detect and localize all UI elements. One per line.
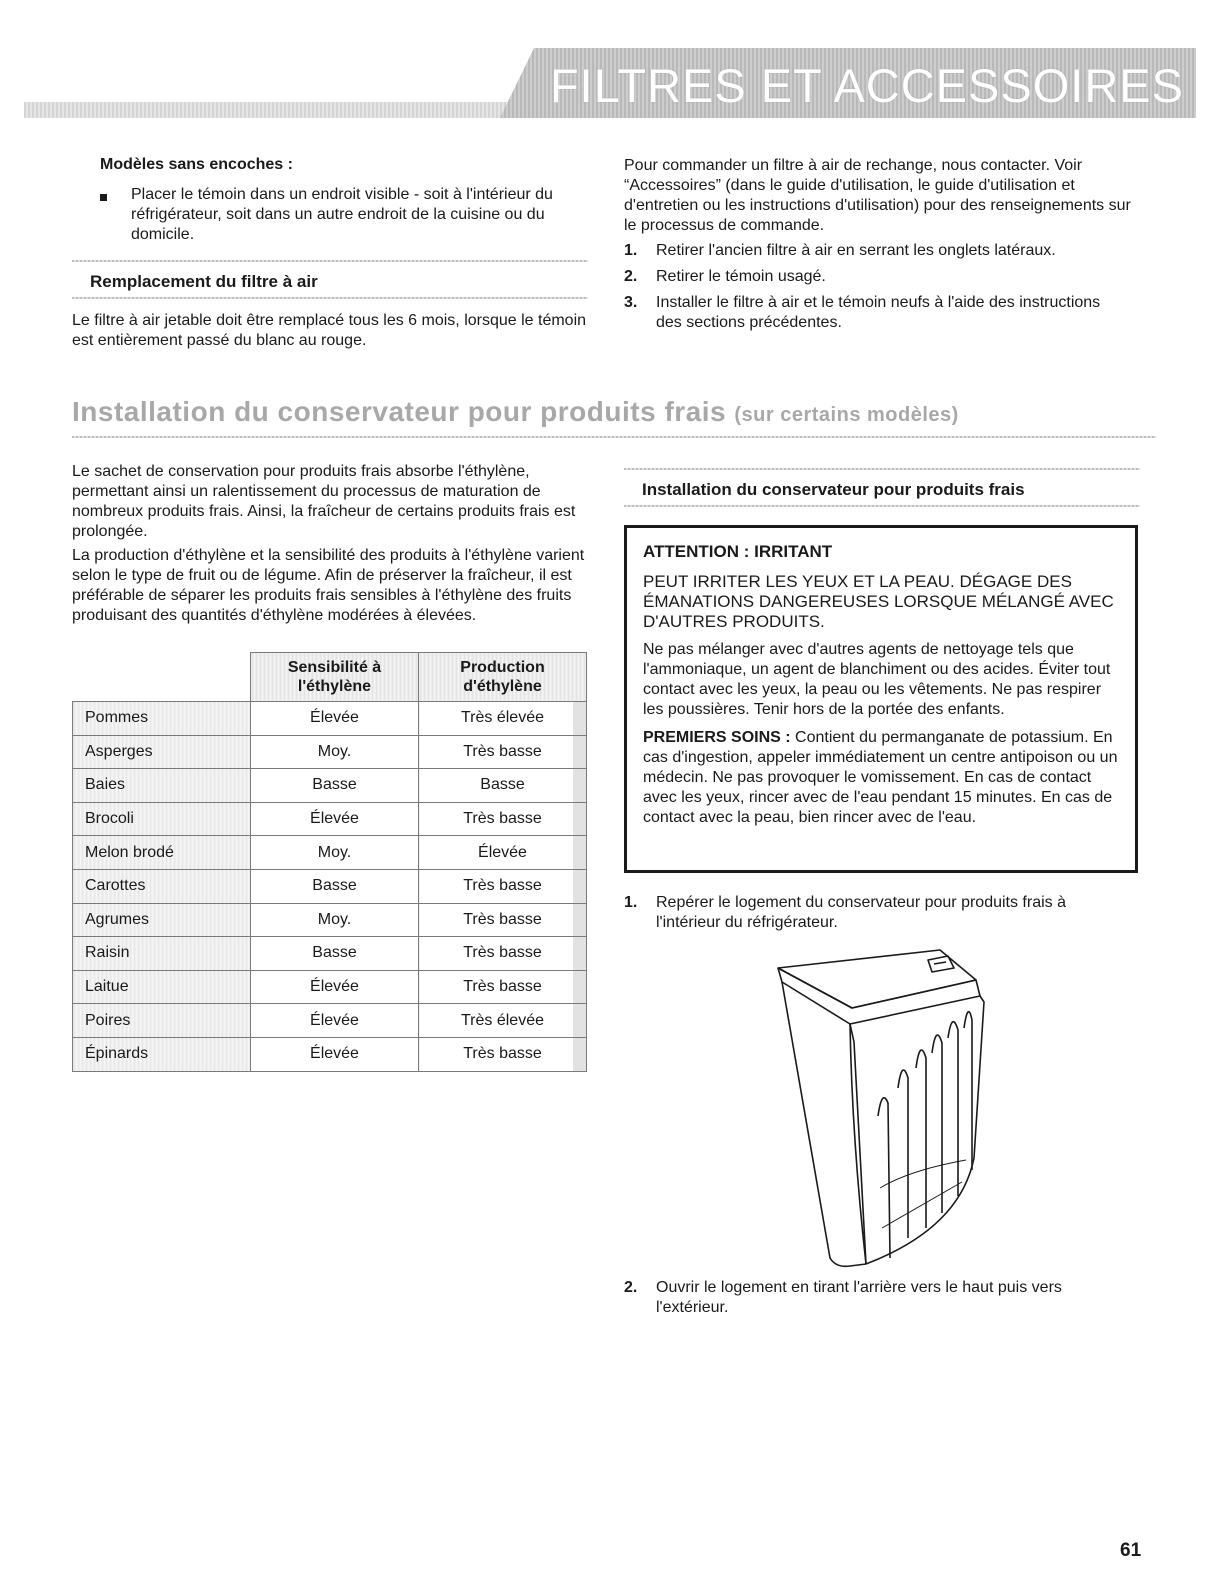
warning-box	[624, 525, 1138, 873]
install-step-1	[624, 893, 1124, 939]
section-divider	[72, 436, 1156, 438]
page-number: 61	[1120, 1540, 1142, 1561]
table-row: Baies Basse Basse	[73, 769, 587, 803]
list-item: 2. Ouvrir le logement en tirant l'arrière vers le haut puis vers l'extérieur.	[624, 1279, 1062, 1316]
table-row: Laitue Élevée Très basse	[73, 970, 587, 1004]
install-step-2	[624, 1278, 1124, 1324]
divider	[624, 505, 1140, 507]
models-heading: Modèles sans encoches :	[100, 156, 293, 173]
table-row: Carottes Basse Très basse	[73, 869, 587, 903]
ethylene-paragraph: La production d'éthylène et la sensibilité des produits à l'éthylène varient selon le type de fruit ou de légume. Afin de préserver la fraîcheur, il est préférable de séparer les produits frais sensibles à l'éthylène des fruits produisant des quantités d'éthylène modérées à élevées.	[72, 547, 585, 624]
warning-title: ATTENTION : IRRITANT	[643, 542, 833, 561]
divider	[624, 468, 1140, 470]
bullet-square-icon	[100, 194, 107, 201]
column-header: Production d'éthylène	[419, 653, 587, 702]
first-aid-text: PREMIERS SOINS : Contient du permanganate de potassium. En cas d'ingestion, appeler immédiatement un centre antipoison ou un médecin. Ne pas provoquer le vomissement. En cas de contact avec les yeux, rincer avec de l'eau pendant 15 minutes. En cas de contact avec la peau, bien rincer avec de l'eau.	[643, 729, 1118, 826]
table-row: Raisin Basse Très basse	[73, 937, 587, 971]
table-row: Pommes Élevée Très élevée	[73, 702, 587, 736]
replacement-heading: Remplacement du filtre à air	[90, 272, 318, 291]
table-row: Melon brodé Moy. Élevée	[73, 836, 587, 870]
table-corner	[73, 653, 251, 702]
divider	[72, 260, 588, 262]
list-item: 2. Retirer le témoin usagé.	[624, 268, 826, 285]
table-row: Agrumes Moy. Très basse	[73, 903, 587, 937]
warning-text: Ne pas mélanger avec d'autres agents de nettoyage tels que l'ammoniaque, un agent de blanchiment ou des acides. Éviter tout contact avec les yeux, la peau ou les vêtements. Ne pas respirer les poussières. Tenir hors de la portée des enfants.	[643, 641, 1111, 718]
ethylene-table	[72, 652, 587, 1072]
produce-preserver-illustration	[770, 938, 1010, 1278]
list-item: 3. Installer le filtre à air et le témoin neufs à l'aide des instructions des sections précédentes.	[624, 294, 1101, 331]
table-row: Poires Élevée Très élevée	[73, 1004, 587, 1038]
filter-steps	[624, 241, 1124, 339]
replacement-text: Le filtre à air jetable doit être remplacé tous les 6 mois, lorsque le témoin est entièrement passé du blanc au rouge.	[72, 312, 587, 349]
page-header-title: FILTRES ET ACCESSOIRES	[549, 59, 1184, 112]
intro-paragraph: Le sachet de conservation pour produits frais absorbe l'éthylène, permettant ainsi un ralentissement du processus de maturation de nombreux produits frais. Ainsi, la fraîcheur de certains produits frais est prolongée.	[72, 463, 576, 540]
table-row: Épinards Élevée Très basse	[73, 1037, 587, 1071]
list-item: 1. Repérer le logement du conservateur pour produits frais à l'intérieur du réfrigérateur.	[624, 894, 1066, 931]
list-item: 1. Retirer l'ancien filtre à air en serrant les onglets latéraux.	[624, 242, 1056, 259]
table-row: Asperges Moy. Très basse	[73, 735, 587, 769]
install-sub-heading: Installation du conservateur pour produits frais	[642, 480, 1025, 499]
divider	[72, 297, 588, 299]
column-header: Sensibilité à l'éthylène	[251, 653, 419, 702]
table-row: Brocoli Élevée Très basse	[73, 802, 587, 836]
models-bullet-text: Placer le témoin dans un endroit visible - soit à l'intérieur du réfrigérateur, soit dans un autre endroit de la cuisine ou du domicile.	[131, 186, 553, 243]
section-title: Installation du conservateur pour produits frais (sur certains modèles)	[72, 396, 959, 427]
order-intro: Pour commander un filtre à air de rechange, nous contacter. Voir “Accessoires” (dans le guide d'utilisation, le guide d'utilisation et d'entretien ou les instructions d'utilisation) pour des renseignements sur le processus de commande.	[624, 157, 1131, 234]
table-header-row	[73, 653, 587, 702]
warning-caps: PEUT IRRITER LES YEUX ET LA PEAU. DÉGAGE DES ÉMANATIONS DANGEREUSES LORSQUE MÉLANGÉ AVEC D'AUTRES PRODUITS.	[643, 572, 1114, 631]
